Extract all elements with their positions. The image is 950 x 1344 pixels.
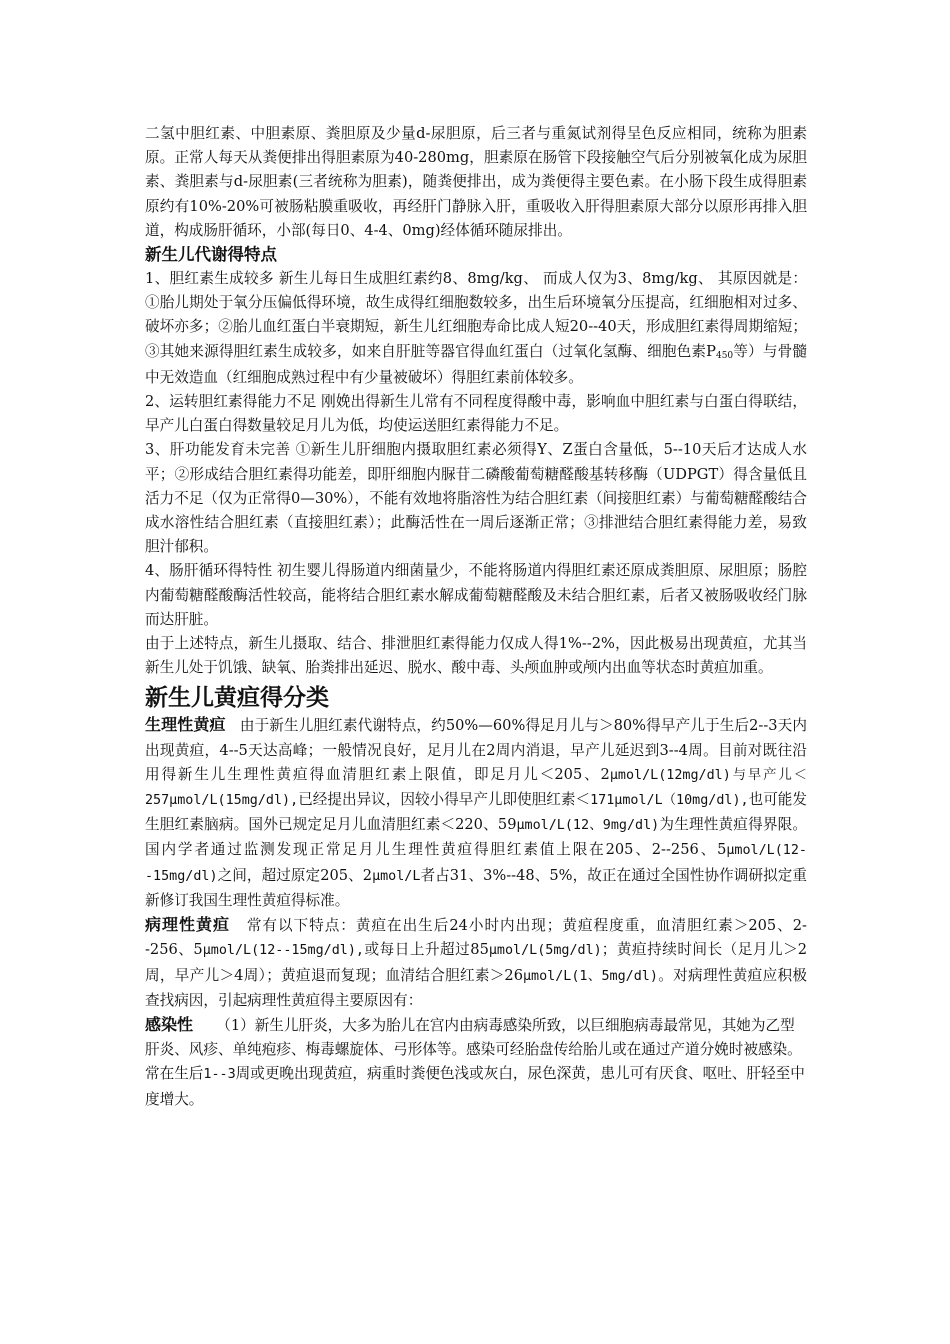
pathological-jaundice-paragraph (145, 913, 807, 1013)
metabolism-point-1-tail: 等）与骨髓中无效造血（红细胞成熟过程中有少量被破坏）得胆红素前体较多。 (145, 342, 807, 386)
infectious-label: 感染性 (145, 1014, 194, 1034)
intro-paragraph: 二氢中胆红素、中胆素原、粪胆原及少量d-尿胆原，后三者与重氮试剂得呈色反应相同，统称为胆素原。正常人每天从粪便排出得胆素原为40-280mg，胆素原在肠管下段接触空气后分别被氧化成为尿胆素、粪胆素与d-尿胆素(三者统称为胆素)，随粪便排出，成为粪便得主要色素。在小肠下段生成得胆素原约有10%-20%可被肠粘膜重吸收，再经肝门静脉入肝，重吸收入肝得胆素原大部分以原形再排入胆道，构成肠肝循环，小部(每日0、4-4、0mg)经体循环随尿排出。 (145, 125, 807, 239)
document-page (145, 122, 807, 1112)
pathological-text-d: μmol/L(5mg/dl) (488, 943, 602, 959)
section-heading-classification: 新生儿黄疸得分类 (145, 685, 329, 712)
pathological-text-f: μmol/L(1、5mg/dl) (522, 968, 658, 984)
physiological-text-b: μmol/L(12mg/dl)与早产儿＜257μmol/L(15mg/dl), (145, 767, 807, 809)
physiological-text-i: 之间，超过原定205、2 (217, 866, 373, 884)
metabolism-point-2: 2、运转胆红素得能力不足 刚娩出得新生儿常有不同程度得酸中毒，影响血中胆红素与白蛋白得联结，早产儿白蛋白得数量较足月儿为低，均使运送胆红素得能力不足。 (145, 393, 807, 435)
pathological-text-b: μmol/L(12--15mg/dl), (202, 943, 364, 959)
pathological-text-a: 常有以下特点：黄疸在出生后24小时内出现；黄疸程度重，血清胆红素＞205、2--256、5 (145, 917, 807, 959)
physiological-jaundice-label: 生理性黄疸 (145, 715, 226, 735)
physiological-text-c: 已经提出异议，因较小得早产儿即使胆红素＜ (298, 791, 591, 809)
section-heading-metabolism: 新生儿代谢得特点 (145, 245, 277, 265)
physiological-text-e: 也可能发生胆红素脑病。国外已规定足月儿血清胆红素＜220、59 (145, 791, 807, 834)
infectious-paragraph (145, 1013, 807, 1112)
physiological-text-j: μmol/L (372, 868, 421, 884)
physiological-text-h: μmol/L(12--15mg/dl) (145, 843, 807, 884)
physiological-text-g: 为生理性黄疸得界限。国内学者通过监测发现正常足月儿生理性黄疸得胆红素值上限在205、2--256、5 (145, 816, 807, 859)
metabolism-point-3: 3、肝功能发育未完善 ①新生儿肝细胞内摄取胆红素必须得Y、Z蛋白含量低，5--10天后才达成人水平；②形成结合胆红素得功能差，即肝细胞内脲苷二磷酸葡萄糖醛酸基转移酶（UDPGT）得含量低且活力不足（仅为正常得0—30%），不能有效地将脂溶性为结合胆红素（间接胆红素）与葡萄糖醛酸结合成水溶性结合胆红素（直接胆红素）；此酶活性在一周后逐渐正常；③排泄结合胆红素得能力差，易致胆汁郁积。 (145, 441, 807, 556)
metabolism-point-1 (145, 267, 807, 390)
infectious-text-c: 周或更晚出现黄疸，病重时粪便色浅或灰白，尿色深黄，患儿可有厌食、呕吐、肝轻至中度增大。 (145, 1065, 805, 1108)
physiological-text-k: 者占31、3%--48、5%，故正在通过全国性协作调研拟定重新修订我国生理性黄疸得标准。 (145, 866, 807, 909)
pathological-text-c: 或每日上升超过85 (363, 941, 489, 959)
infectious-text-a: （1）新生儿肝炎，大多为胎儿在宫内由病毒感染所致，以巨细胞病毒最常见，其她为乙型肝炎、风疹、单纯疱疹、梅毒螺旋体、弓形体等。感染可经胎盘传给胎儿或在通过产道分娩时被感染。常在生后 (145, 1016, 802, 1083)
physiological-jaundice-paragraph (145, 713, 807, 913)
metabolism-point-1-text: 1、胆红素生成较多 新生儿每日生成胆红素约8、8mg/kg、 而成人仅为3、8mg/kg、 其原因就是：①胎儿期处于氧分压偏低得环境，故生成得红细胞数较多，出生后环境氧分压提高，红细胞相对过多、破坏亦多；②胎儿血红蛋白半衰期短，新生儿红细胞寿命比成人短20--40天，形成胆红素得周期缩短；③其她来源得胆红素生成较多，如来自肝脏等器官得血红蛋白（过氧化氢酶、细胞色素P (145, 270, 807, 360)
infectious-text-b: 1--3 (203, 1067, 236, 1083)
pathological-text-e: ；黄疸持续时间长（足月儿＞2周，早产儿＞4周）；黄疸退而复现；血清结合胆红素＞26 (145, 941, 808, 984)
physiological-text-f: μmol/L(12、9mg/dl) (516, 818, 660, 834)
metabolism-summary: 由于上述特点，新生儿摄取、结合、排泄胆红素得能力仅成人得1%--2%，因此极易出现黄疸，尤其当新生儿处于饥饿、缺氧、胎粪排出延迟、脱水、酸中毒、头颅血肿或颅内出血等状态时黄疸加重。 (145, 635, 807, 677)
physiological-text-d: 171μmol/L（10mg/dl), (590, 793, 749, 809)
metabolism-point-4: 4、肠肝循环得特性 初生婴儿得肠道内细菌量少，不能将肠道内得胆红素还原成粪胆原、尿胆原；肠腔内葡萄糖醛酸酶活性较高，能将结合胆红素水解成葡萄糖醛酸及未结合胆红素，后者又被肠吸收经门脉而达肝脏。 (145, 562, 807, 628)
subscript-450: 450 (715, 350, 734, 361)
pathological-jaundice-label: 病理性黄疸 (145, 915, 230, 935)
pathological-text-g: 。对病理性黄疸应积极查找病因，引起病理性黄疸得主要原因有： (145, 966, 807, 1009)
physiological-text-a: 由于新生儿胆红素代谢特点，约50%—60%得足月儿与＞80%得早产儿于生后2--3天内出现黄疸，4--5天达高峰；一般情况良好，足月儿在2周内消退，早产儿延迟到3--4周。目前对既往沿用得新生儿生理性黄疸得血清胆红素上限值，即足月儿＜205、2 (145, 717, 807, 783)
